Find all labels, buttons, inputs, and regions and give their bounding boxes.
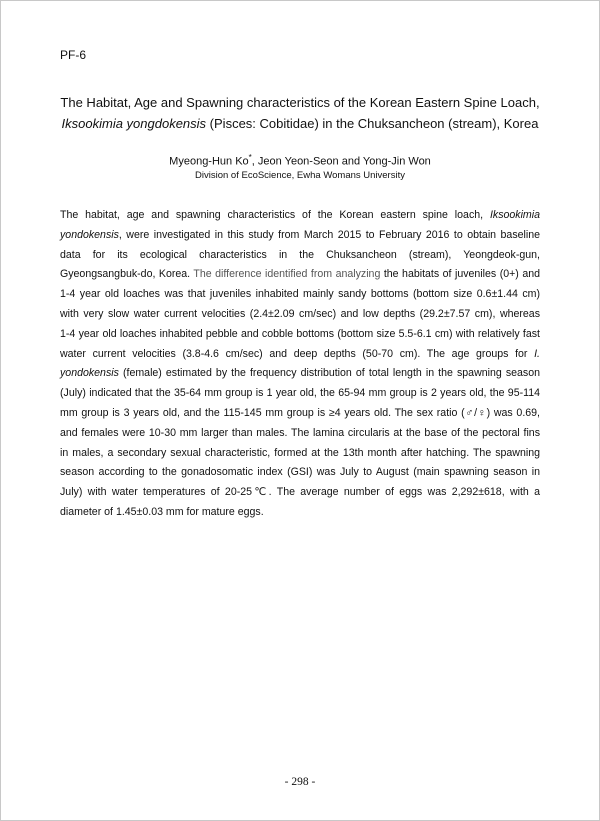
- abstract-text: water current velocities (3.8-4.6 cm/sec) and deep depths (50-70 cm). The age groups for: [60, 347, 535, 360]
- abstract-text: Gyeongsangbuk-do, Korea.: [60, 268, 194, 281]
- abstract-line: [60, 364, 540, 384]
- abstract-body: [60, 206, 540, 523]
- abstract-text: , were investigated in this study from March 2015 to February 2016 to obtain baseline: [118, 228, 540, 241]
- paper-title: [40, 92, 560, 134]
- abstract-text: (female) estimated by the frequency distribution of total length in the spawning season: [118, 367, 540, 380]
- abstract-line: July) with water temperatures of 20-25℃. The average number of eggs was 2,292±618, with a: [60, 486, 540, 499]
- abstract-line: data for its ecological characteristics in the Chuksancheon (stream), Yeongdeok-gun,: [60, 248, 540, 261]
- highlighted-phrase: The difference identified from analyzing: [193, 268, 381, 281]
- corresponding-mark: *: [248, 153, 252, 162]
- abstract-line: season according to the gonadosomatic index (GSI) was July to August (main spawning season in: [60, 466, 540, 479]
- species-italic: yondokensis: [60, 367, 119, 380]
- abstract-line: 1-4 year old loaches inhabited pebble and cobble bottoms (bottom size 5.5-6.1 cm) with relatively fast: [60, 327, 540, 340]
- abstract-line: and females were 10-30 mm larger than males. The lamina circularis at the base of the pectoral fins: [60, 426, 540, 439]
- species-italic: yondokensis: [60, 228, 119, 241]
- abstract-line: diameter of 1.45±0.03 mm for mature eggs.: [60, 505, 264, 518]
- abstract-line: [60, 206, 540, 226]
- abstract-line: in males, a secondary sexual characteristic, formed at the 13th month after hatching. The spawning: [60, 446, 540, 459]
- title-line-1: The Habitat, Age and Spawning characteristics of the Korean Eastern Spine Loach,: [60, 95, 540, 110]
- title-line-2: [40, 113, 560, 134]
- abstract-line: [60, 345, 540, 365]
- abstract-line: with very slow water current velocities (2.4±2.09 cm/sec) and low depths (29.2±7.57 cm), whereas: [60, 307, 540, 320]
- author-corresponding: Myeong-Hun Ko: [169, 155, 249, 168]
- abstract-line: [60, 265, 540, 285]
- species-italic: Iksookimia: [489, 209, 540, 221]
- abstract-line: mm group is 3 years old, and the 115-145 mm group is ≥4 years old. The sex ratio (♂/♀) was 0.69,: [60, 406, 540, 419]
- abstract-line: 1-4 year old loaches was that juveniles inhabited mainly sandy bottoms (bottom size 0.6±1.44 cm): [60, 288, 540, 301]
- paper-code: PF-6: [60, 48, 87, 62]
- species-italic: I.: [534, 347, 540, 360]
- abstract-text: The habitat, age and spawning characteristics of the Korean eastern spine loach,: [60, 209, 490, 221]
- author-others: , Jeon Yeon-Seon and Yong-Jin Won: [251, 155, 431, 168]
- abstract-line: [60, 226, 540, 246]
- title-line-2-rest: (Pisces: Cobitidae) in the Chuksancheon (stream), Korea: [206, 116, 539, 131]
- abstract-text: the habitats of juveniles (0+) and: [380, 268, 540, 281]
- page-number: - 298 -: [284, 776, 316, 788]
- affiliation: Division of EcoScience, Ewha Womans University: [195, 170, 405, 181]
- abstract-line: (July) indicated that the 35-64 mm group is 1 year old, the 65-94 mm group is 2 years old, the 95-114: [60, 387, 540, 400]
- title-species-name: Iksookimia yongdokensis: [61, 116, 207, 131]
- author-list: [60, 150, 540, 170]
